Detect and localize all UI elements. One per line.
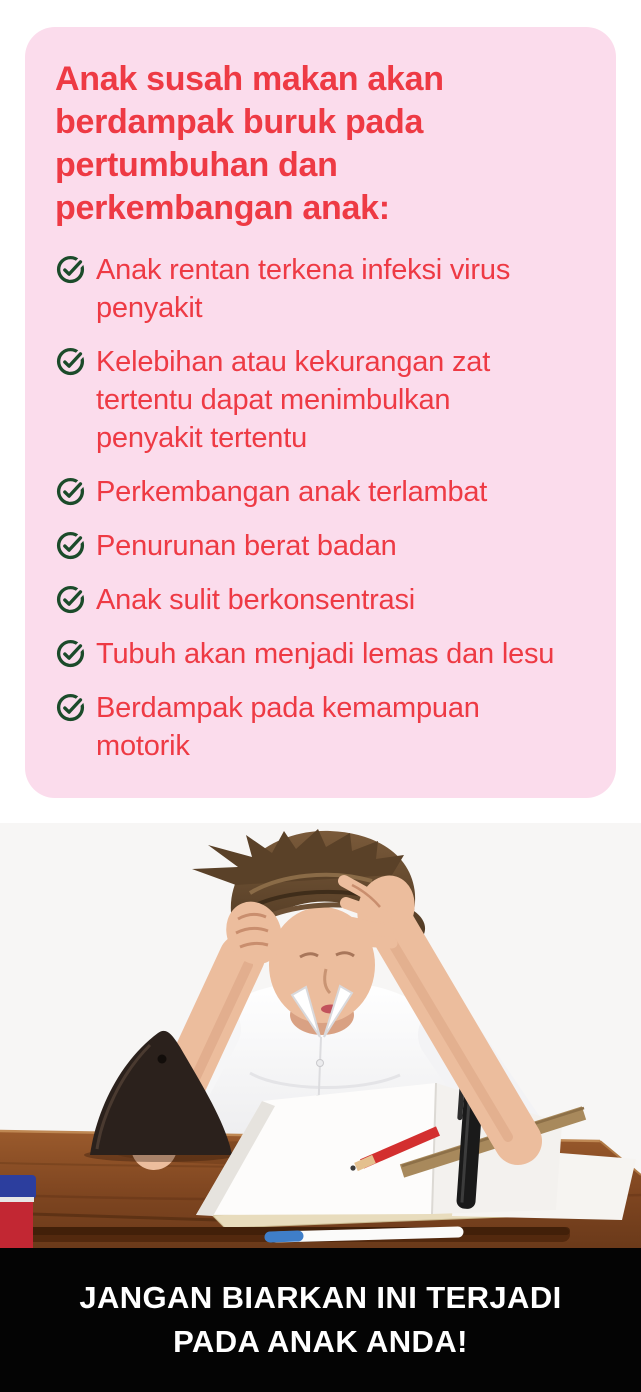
list-item (55, 251, 586, 327)
impact-card (25, 27, 616, 798)
list-item-text: Anak sulit berkonsentrasi (96, 584, 415, 616)
check-circle-icon (55, 530, 86, 561)
impact-list (55, 251, 586, 765)
list-item (55, 343, 586, 457)
list-item-text: Anak rentan terkena infeksi virus penyakit (96, 254, 511, 324)
check-circle-icon (55, 584, 86, 615)
check-circle-icon (55, 346, 86, 377)
list-item (55, 635, 586, 673)
card-title: Anak susah makan akan berdampak buruk pada pertumbuhan dan perkembangan anak: (55, 60, 444, 227)
check-circle-icon (55, 638, 86, 669)
check-circle-icon (55, 476, 86, 507)
list-item-text: Tubuh akan menjadi lemas dan lesu (96, 638, 555, 670)
warning-banner (0, 1248, 641, 1392)
list-item (55, 473, 586, 511)
check-circle-icon (55, 254, 86, 285)
check-circle-icon (55, 692, 86, 723)
list-item (55, 689, 586, 765)
list-item (55, 581, 586, 619)
list-item (55, 527, 586, 565)
list-item-text: Kelebihan atau kekurangan zat tertentu dapat menimbulkan penyakit tertentu (96, 346, 491, 454)
list-item-text: Penurunan berat badan (96, 530, 397, 562)
photo-paint-pot (0, 1175, 36, 1248)
banner-text-line: PADA ANAK ANDA! (173, 1324, 468, 1359)
list-item-text: Perkembangan anak terlambat (96, 476, 488, 508)
banner-text-line: JANGAN BIARKAN INI TERJADI (79, 1280, 562, 1315)
list-item-text: Berdampak pada kemampuan motorik (96, 692, 480, 762)
stressed-child-photo (0, 823, 641, 1248)
